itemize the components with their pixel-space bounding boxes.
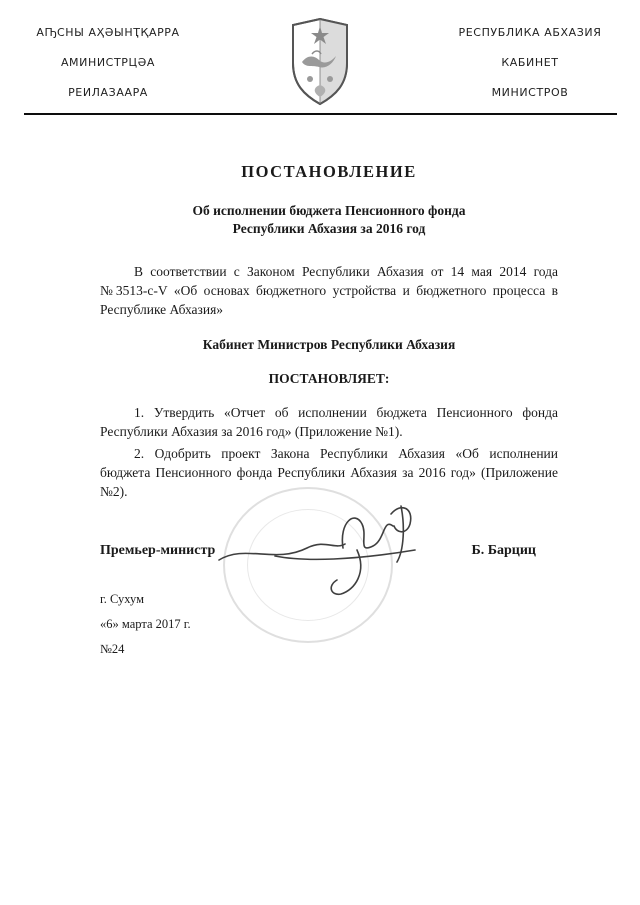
document-subtitle (100, 202, 558, 238)
letterhead-russian-line3: МИНИСТРОВ (491, 86, 569, 99)
letterhead-abkhaz-line1: АҦСНЫ АҲӘЫНҬҚАРРА (36, 26, 180, 39)
signer-role: Премьер-министр (100, 543, 216, 558)
resolution-item-1: 1. Утвердить «Отчет об исполнении бюджета Пенсионного фонда Республики Абхазия за 2016 год» (Приложение №1). (100, 405, 558, 439)
issuer-line: Кабинет Министров Республики Абхазия (202, 337, 456, 352)
document-footer (100, 587, 558, 662)
footer-city: г. Сухум (100, 592, 145, 606)
intro-paragraph: В соответствии с Законом Республики Абхазия от 14 мая 2014 года №3513-с-V «Об основах бюджетного устройства и бюджетного процесса в Республике Абхазия» (100, 264, 558, 317)
signer-name: Б. Барциц (471, 543, 536, 558)
header-divider (24, 113, 617, 115)
letterhead-abkhaz-line3: РЕИЛАЗААРА (68, 86, 148, 99)
document-body (100, 162, 558, 662)
document-subtitle-line2: Республики Абхазия за 2016 год (232, 221, 426, 236)
footer-date: «6» марта 2017 г. (100, 617, 191, 631)
coat-of-arms-icon (288, 16, 352, 108)
signature-row (100, 541, 558, 561)
footer-number: №24 (100, 642, 125, 656)
letterhead-russian-line1: РЕСПУБЛИКА АБХАЗИЯ (458, 26, 602, 39)
letterhead-abkhaz (18, 18, 198, 108)
letterhead (0, 16, 640, 112)
letterhead-abkhaz-line2: АМИНИСТРЦӘА (60, 56, 156, 69)
resolution-item-2: 2. Одобрить проект Закона Республики Абхазия «Об исполнении бюджета Пенсионного фонда Республики Абхазия за 2016 год» (Приложение №2). (100, 446, 558, 499)
letterhead-russian-line2: КАБИНЕТ (501, 56, 559, 69)
document-title: ПОСТАНОВЛЕНИЕ (241, 162, 417, 181)
letterhead-russian (440, 18, 620, 108)
resolves-line: ПОСТАНОВЛЯЕТ: (268, 371, 390, 386)
document-subtitle-line1: Об исполнении бюджета Пенсионного фонда (192, 203, 466, 218)
